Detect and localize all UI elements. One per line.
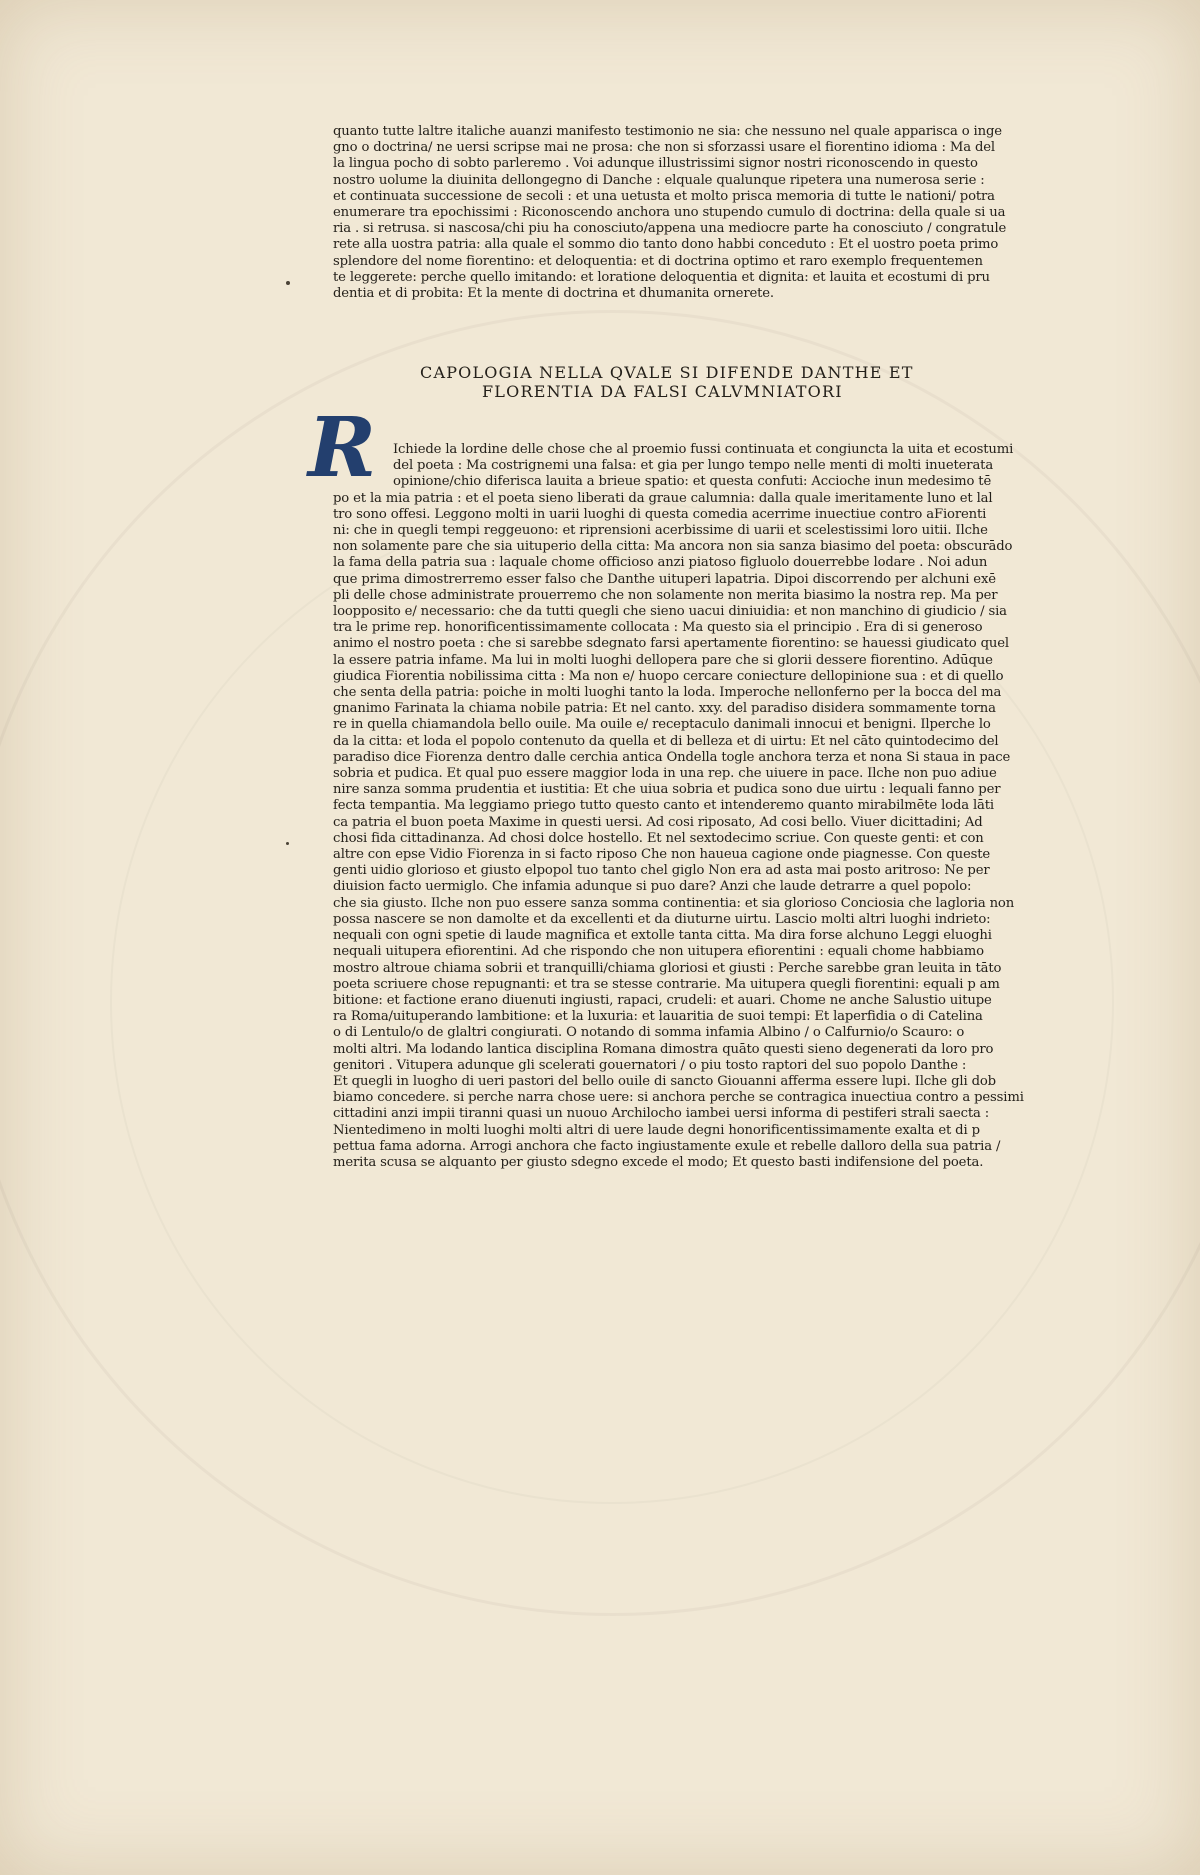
apologia-body [333, 442, 1033, 1171]
text-line: la fama della patria sua : laquale chome officioso anzi piatoso figluolo douerrebbe lodare . Noi adun [333, 555, 988, 571]
text-line: nire sanza somma prudentia et iustitia: Et che uiua sobria et pudica sono due uirtu : lequali fanno per [333, 782, 1001, 798]
text-line: re in quella chiamandola bello ouile. Ma ouile e/ receptaculo danimali innocui et benigni. Ilperche lo [333, 717, 991, 733]
intro-paragraph [333, 124, 1033, 302]
text-line: genti uidio glorioso et giusto elpopol tuo tanto chel giglo Non era ad asta mai posto aritroso: Ne per [333, 863, 990, 879]
text-line: splendore del nome fiorentino: et deloquentia: et di doctrina optimo et raro exemplo frequentemen [333, 253, 983, 269]
ink-dot [286, 281, 290, 285]
text-line: Et quegli in luogho di ueri pastori del bello ouile di sancto Giouanni afferma essere lupi. Ilche gli dob [333, 1073, 996, 1089]
text-line: merita scusa se alquanto per giusto sdegno excede el modo; Et questo basti indifensione del poeta. [333, 1154, 984, 1170]
text-line: que prima dimostrerremo esser falso che Danthe uituperi lapatria. Dipoi discorrendo per alchuni exē [333, 571, 996, 587]
text-line: chosi fida cittadinanza. Ad chosi dolce hostello. Et nel sextodecimo scriue. Con queste genti: et con [333, 830, 984, 846]
text-line: ria . si retrusa. si nascosa/chi piu ha conosciuto/appena una mediocre parte ha conosciuto / congratule [333, 221, 1007, 237]
text-line: diuision facto uermiglo. Che infamia adunque si puo dare? Anzi che laude detrarre a quel popolo: [333, 879, 972, 895]
text-line: gno o doctrina/ ne uersi scripse mai ne prosa: che non si sforzassi usare el fiorentino idioma : Ma del [333, 140, 995, 156]
text-line: ni: che in quegli tempi reggeuono: et riprensioni acerbissime di uarii et scelestissimi loro uitii. Ilche [333, 523, 988, 539]
text-line: pli delle chose administrate prouerremo che non solamente non merita biasimo la nostra rep. Ma per [333, 587, 998, 603]
text-line: da la citta: et loda el popolo contenuto da quella et di belleza et di uirtu: Et nel cāto quintodecimo del [333, 733, 999, 749]
text-line: rete alla uostra patria: alla quale el sommo dio tanto dono habbi conceduto : Et el uostro poeta primo [333, 237, 999, 253]
text-line: sobria et pudica. Et qual puo essere maggior loda in una rep. che uiuere in pace. Ilche non puo adiue [333, 766, 997, 782]
text-line: biamo concedere. si perche narra chose uere: si anchora perche se contragica inuectiua contro a pessimi [333, 1090, 1024, 1106]
ink-dot [286, 842, 289, 845]
text-line: tro sono offesi. Leggono molti in uarii luoghi di questa comedia acerrime inuectiue contro aFiorenti [333, 506, 987, 522]
text-line: mostro altroue chiama sobrii et tranquilli/chiama gloriosi et giusti : Perche sarebbe gran leuita in tāto [333, 960, 1002, 976]
heading-line-2: FLORENTIA DA FALSI CALVMNIATORI [482, 382, 843, 401]
text-line: o di Lentulo/o de glaltri congiurati. O notando di somma infamia Albino / o Calfurnio/o Scauro: o [333, 1025, 965, 1041]
text-line: et continuata successione de secoli : et una uetusta et molto prisca memoria di tutte le nationi/ potra [333, 188, 995, 204]
text-line: quanto tutte laltre italiche auanzi manifesto testimonio ne sia: che nessuno nel quale apparisca o inge [333, 124, 1002, 139]
text-line: tra le prime rep. honorificentissimamente collocata : Ma questo sia el principio . Era di si generoso [333, 620, 983, 636]
text-line: pettua fama adorna. Arrogi anchora che facto ingiustamente exule et rebelle dalloro della sua patria / [333, 1138, 1001, 1154]
text-line: poeta scriuere chose repugnanti: et tra se stesse contrarie. Ma uitupera quegli fiorentini: equali p am [333, 976, 1000, 992]
text-line: genitori . Vitupera adunque gli scelerati gouernatori / o piu tosto raptori del suo popolo Danthe : [333, 1057, 967, 1073]
text-line: loopposito e/ necessario: che da tutti quegli che sieno uacui diniuidia: et non manchino di giudicio / sia [333, 604, 1007, 620]
text-line: cittadini anzi impii tiranni quasi un nuouo Archilocho iambei uersi informa di pestiferi strali saecta : [333, 1106, 990, 1122]
text-line: giudica Fiorentia nobilissima citta : Ma non e/ huopo cercare coniecture dellopinione sua : et di quello [333, 668, 1004, 684]
heading-line-1: CAPOLOGIA NELLA QVALE SI DIFENDE DANTHE ET [420, 363, 914, 382]
drop-cap-initial: R [308, 400, 377, 496]
text-line: possa nascere se non damolte et da excellenti et da diuturne uirtu. Lascio molti altri luoghi indrieto: [333, 911, 991, 927]
text-line: te leggerete: perche quello imitando: et loratione deloquentia et dignita: et lauita et ecostumi di pru [333, 269, 990, 285]
text-line: che senta della patria: poiche in molti luoghi tanto la loda. Imperoche nellonferno per la bocca del ma [333, 685, 1002, 701]
text-line: gnanimo Farinata la chiama nobile patria: Et nel canto. xxy. del paradiso disidera sommamente torna [333, 701, 996, 717]
text-line: nostro uolume la diuinita dellongegno di Danche : elquale qualunque ripetera una numerosa serie : [333, 172, 985, 188]
text-line: che sia giusto. Ilche non puo essere sanza somma continentia: et sia glorioso Conciosia che lagloria non [333, 895, 1015, 911]
text-line: Nientedimeno in molti luoghi molti altri di uere laude degni honorificentissimamente exalta et di p [333, 1122, 980, 1138]
text-line: opinione/chio diferisca lauita a brieue spatio: et questa confuti: Accioche inun medesimo tē [393, 474, 992, 490]
text-line: non solamente pare che sia uituperio della citta: Ma ancora non sia sanza biasimo del poeta: obscurādo [333, 539, 1013, 555]
text-line: ra Roma/uituperando lambitione: et la luxuria: et lauaritia de suoi tempi: Et laperfidia o di Catelina [333, 1009, 983, 1025]
text-line: la essere patria infame. Ma lui in molti luoghi dellopera pare che si glorii dessere fiorentino. Adūque [333, 652, 993, 668]
text-line: dentia et di probita: Et la mente di doctrina et dhumanita ornerete. [333, 286, 774, 302]
chapter-heading [420, 363, 980, 401]
text-line: po et la mia patria : et el poeta sieno liberati da graue calumnia: dalla quale imeritamente luno et lal [333, 490, 993, 506]
text-line: nequali con ogni spetie di laude magnifica et extolle tanta citta. Ma dira forse alchuno Leggi eluoghi [333, 928, 992, 944]
text-line: paradiso dice Fiorenza dentro dalle cerchia antica Ondella togle anchora terza et nona Si staua in pace [333, 749, 1011, 765]
text-line: nequali uitupera efiorentini. Ad che rispondo che non uitupera efiorentini : equali chome habbiamo [333, 944, 984, 960]
text-line: Ichiede la lordine delle chose che al proemio fussi continuata et congiuncta la uita et ecostumi [393, 442, 1014, 457]
text-line: animo el nostro poeta : che si sarebbe sdegnato farsi apertamente fiorentino: se hauessi giudicato quel [333, 636, 1009, 652]
text-line: molti altri. Ma lodando lantica disciplina Romana dimostra quāto questi sieno degenerati da loro pro [333, 1041, 994, 1057]
text-line: del poeta : Ma costrignemi una falsa: et gia per lungo tempo nelle menti di molti inueterata [393, 458, 994, 474]
text-line: enumerare tra epochissimi : Riconoscendo anchora uno stupendo cumulo di doctrina: della quale si ua [333, 205, 1006, 221]
text-line: altre con epse Vidio Fiorenza in si facto riposo Che non haueua cagione onde piagnesse. Con queste [333, 847, 991, 863]
text-line: ca patria el buon poeta Maxime in questi uersi. Ad cosi riposato, Ad cosi bello. Viuer dicittadini; Ad [333, 814, 983, 830]
text-line: la lingua pocho di sobto parleremo . Voi adunque illustrissimi signor nostri riconoscendo in questo [333, 156, 978, 172]
text-line: fecta tempantia. Ma leggiamo priego tutto questo canto et intenderemo quanto mirabilmēte loda lāti [333, 798, 994, 814]
text-line: bitione: et factione erano diuenuti ingiusti, rapaci, crudeli: et auari. Chome ne anche Salustio uitupe [333, 992, 992, 1008]
